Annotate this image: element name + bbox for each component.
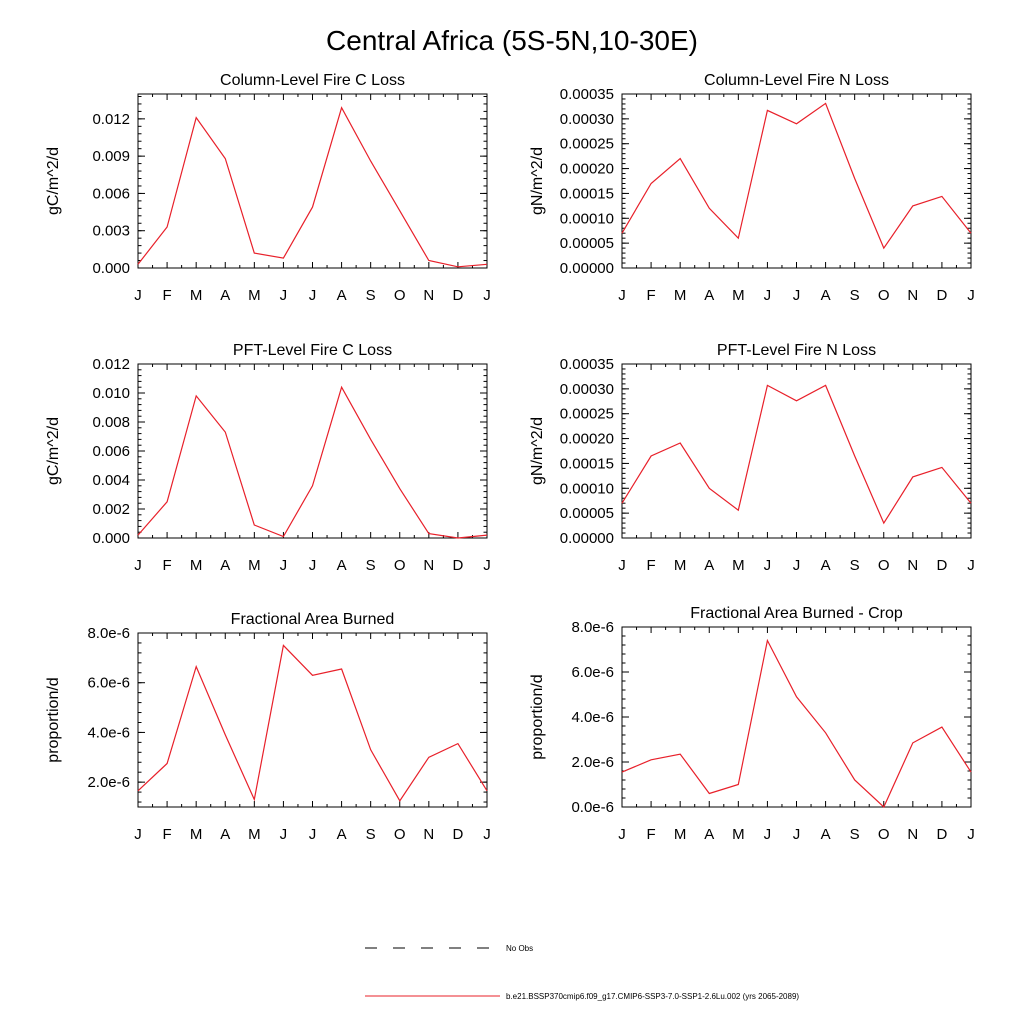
x-tick-label: J [134,287,142,304]
x-tick-label: J [618,287,626,304]
plot-frame [138,94,487,268]
x-tick-label: M [189,826,203,843]
x-tick-label: O [393,557,406,574]
y-tick-label: 0.012 [92,110,130,128]
plot-frame [622,627,971,807]
x-tick-label: N [907,557,919,574]
x-tick-label: J [483,826,491,843]
x-tick-label: M [248,557,261,574]
x-tick-label: M [732,287,745,304]
x-tick-label: S [849,287,860,304]
x-tick-label: J [483,557,491,574]
panel-title: Fractional Area Burned - Crop [690,605,903,622]
x-tick-label: N [423,557,435,574]
y-tick-label: 0.010 [92,385,130,402]
x-tick-label: D [936,826,948,843]
x-tick-label: F [646,287,656,304]
x-tick-label: F [162,287,172,304]
x-tick-label: A [220,557,231,574]
y-tick-label: 0.00025 [559,135,614,153]
y-tick-label: 6.0e-6 [571,664,614,681]
x-tick-label: D [936,287,948,304]
y-tick-label: 0.006 [92,185,130,203]
y-tick-label: 0.00020 [559,160,614,178]
x-tick-label: N [907,287,919,304]
y-tick-label: 8.0e-6 [87,625,130,642]
x-tick-label: F [162,557,172,574]
x-tick-label: A [220,826,231,843]
chart-panel [45,342,491,574]
y-tick-label: 0.00035 [559,356,614,373]
x-tick-label: J [763,557,772,574]
x-tick-label: O [877,826,890,843]
chart-panel [45,72,491,304]
panels [45,72,975,843]
legend-model-label: b.e21.BSSP370cmip6.f09_g17.CMIP6-SSP3-7.0-SSP1-2.6Lu.002 (yrs 2065-2089) [506,992,800,1001]
series-line [138,387,487,538]
x-tick-label: M [732,557,745,574]
x-tick-label: M [189,557,203,574]
x-tick-label: J [763,826,772,843]
x-tick-label: J [134,557,142,574]
legend [365,944,799,1001]
y-tick-label: 0.00005 [559,235,614,253]
plot-frame [138,364,487,538]
series-line [138,645,487,800]
x-tick-label: J [763,287,772,304]
y-tick-label: 0.00020 [559,430,614,448]
x-tick-label: J [279,287,288,304]
y-tick-label: 4.0e-6 [571,709,614,726]
panel-title: PFT-Level Fire C Loss [232,342,393,359]
plot-frame [622,364,971,538]
x-tick-label: J [308,826,317,843]
y-tick-label: 0.00030 [559,380,614,398]
x-tick-label: J [792,826,801,843]
x-tick-label: A [220,287,231,304]
x-tick-label: M [673,557,687,574]
plot-frame [622,94,971,268]
legend-obs-label: No Obs [506,944,534,953]
x-tick-label: N [423,826,435,843]
x-tick-label: S [365,826,376,843]
x-tick-label: D [452,287,464,304]
x-tick-label: O [393,287,406,304]
y-tick-label: 0.009 [92,148,130,166]
x-tick-label: J [279,826,288,843]
chart-panel [529,342,975,574]
x-tick-label: F [162,826,172,843]
y-axis-label: proportion/d [45,677,62,763]
y-tick-label: 0.00000 [559,530,614,547]
y-tick-label: 0.00025 [559,405,614,423]
x-tick-label: A [336,287,347,304]
x-tick-label: M [673,287,687,304]
x-tick-label: J [967,826,975,843]
series-line [622,385,971,523]
x-tick-label: A [704,287,715,304]
x-tick-label: S [849,826,860,843]
y-axis-label: gC/m^2/d [45,147,62,215]
y-tick-label: 0.00035 [559,86,614,103]
x-tick-label: J [308,557,317,574]
panel-title: Fractional Area Burned [230,611,395,628]
x-tick-label: S [365,557,376,574]
x-tick-label: M [248,826,261,843]
y-tick-label: 0.004 [92,472,130,489]
x-tick-label: A [336,826,347,843]
y-tick-label: 0.003 [92,222,130,240]
y-tick-label: 0.002 [92,501,130,518]
chart-panel [529,72,975,304]
series-line [138,108,487,267]
x-tick-label: S [365,287,376,304]
x-tick-label: J [792,557,801,574]
x-tick-label: D [452,826,464,843]
x-tick-label: J [618,826,626,843]
x-tick-label: F [646,826,656,843]
x-tick-label: M [732,826,745,843]
x-tick-label: S [849,557,860,574]
y-tick-label: 0.008 [92,414,130,431]
x-tick-label: F [646,557,656,574]
y-tick-label: 0.00015 [559,185,614,203]
y-tick-label: 0.00010 [559,210,614,228]
plot-frame [138,633,487,807]
x-tick-label: A [704,826,715,843]
y-tick-label: 0.00010 [559,480,614,498]
chart-panel [45,611,491,843]
y-axis-label: gN/m^2/d [529,147,546,215]
y-axis-label: proportion/d [529,674,546,760]
x-tick-label: M [189,287,203,304]
x-tick-label: J [483,287,491,304]
x-tick-label: O [877,287,890,304]
x-tick-label: A [820,557,831,574]
x-tick-label: J [618,557,626,574]
y-axis-label: gC/m^2/d [45,417,62,485]
x-tick-label: O [393,826,406,843]
x-tick-label: D [936,557,948,574]
y-tick-label: 2.0e-6 [87,774,130,792]
panel-title: Column-Level Fire C Loss [220,72,405,89]
x-tick-label: D [452,557,464,574]
y-tick-label: 0.006 [92,443,130,460]
panel-title: PFT-Level Fire N Loss [716,342,877,359]
x-tick-label: J [967,557,975,574]
x-tick-label: A [336,557,347,574]
y-tick-label: 0.00005 [559,505,614,523]
y-tick-label: 0.00000 [559,260,614,277]
y-tick-label: 4.0e-6 [87,724,130,742]
y-tick-label: 6.0e-6 [87,674,130,692]
y-tick-label: 0.012 [92,356,130,373]
x-tick-label: J [279,557,288,574]
x-tick-label: N [907,826,919,843]
y-tick-label: 8.0e-6 [571,619,614,636]
x-tick-label: A [704,557,715,574]
figure-title: Central Africa (5S-5N,10-30E) [326,25,698,56]
x-tick-label: A [820,287,831,304]
panel-title: Column-Level Fire N Loss [704,72,889,89]
series-line [622,641,971,808]
chart-panel [529,605,975,843]
y-tick-label: 0.0e-6 [571,799,614,816]
x-tick-label: N [423,287,435,304]
y-tick-label: 0.00030 [559,110,614,128]
y-tick-label: 0.00015 [559,455,614,473]
x-tick-label: J [134,826,142,843]
series-line [622,103,971,248]
x-tick-label: A [820,826,831,843]
y-tick-label: 2.0e-6 [571,754,614,771]
x-tick-label: J [967,287,975,304]
y-axis-label: gN/m^2/d [529,417,546,485]
x-tick-label: M [248,287,261,304]
y-tick-label: 0.000 [92,260,130,277]
x-tick-label: M [673,826,687,843]
x-tick-label: J [792,287,801,304]
y-tick-label: 0.000 [92,530,130,547]
x-tick-label: O [877,557,890,574]
x-tick-label: J [308,287,317,304]
